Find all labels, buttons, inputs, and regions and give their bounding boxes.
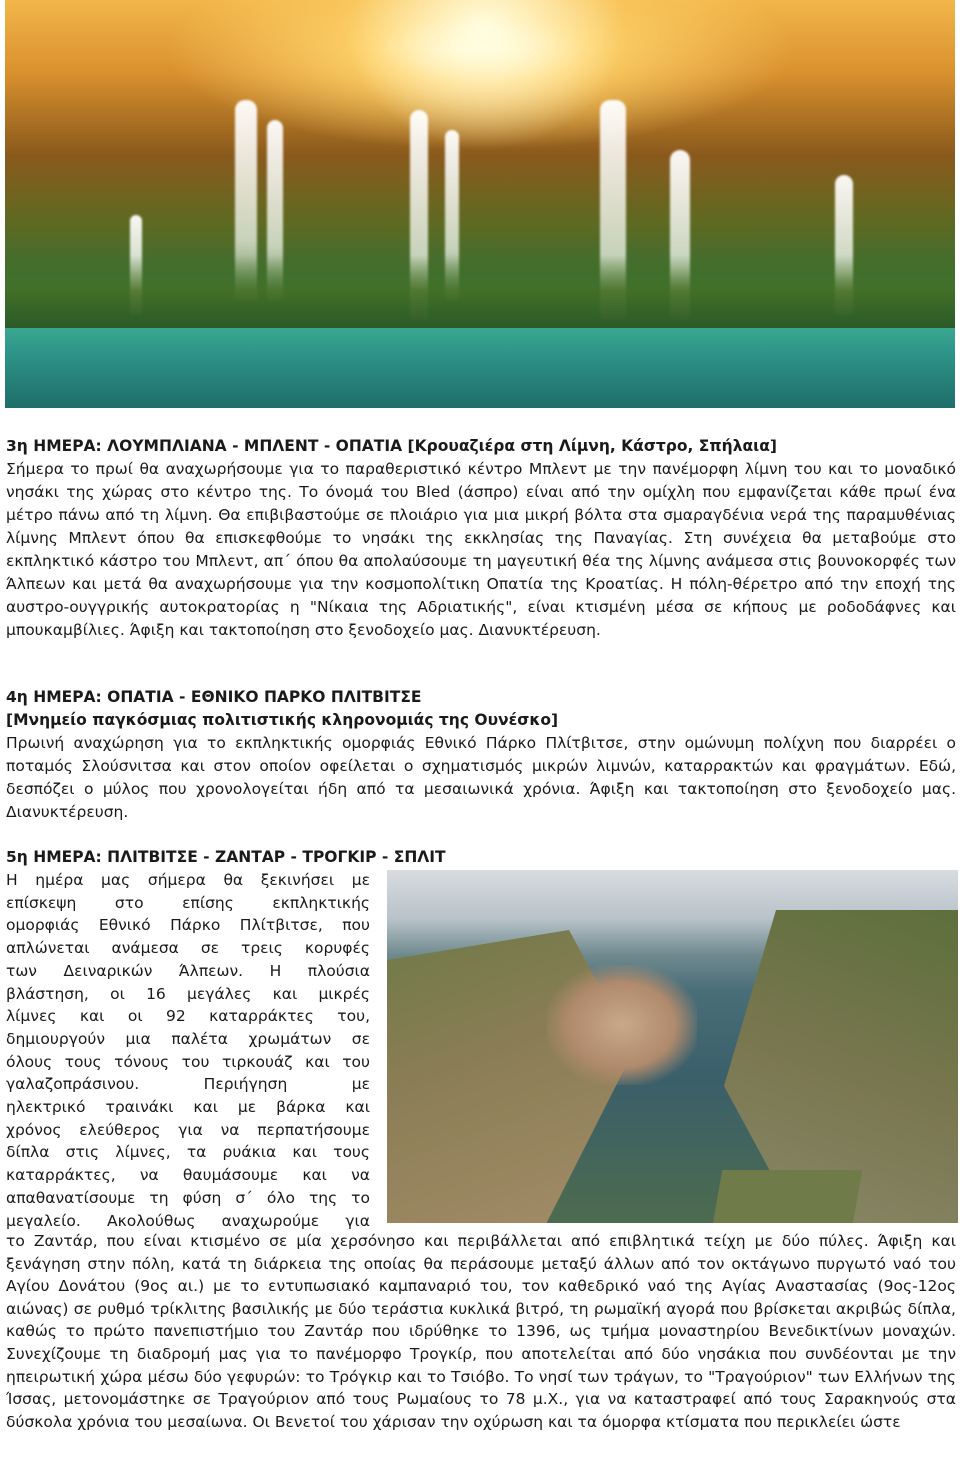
day5-line: βλάστηση, οι 16 μεγάλες και μικρές (6, 984, 370, 1003)
day5-line: ηλεκτρικό τραινάκι και με βάρκα και (6, 1098, 370, 1117)
day4-heading: 4η ΗΜΕΡΑ: ΟΠΑΤΙΑ - ΕΘΝΙΚΟ ΠΑΡΚΟ ΠΛΙΤΒΙΤΣΕ (6, 688, 422, 706)
day3-section (6, 435, 956, 642)
day4-subheading: [Μνημείο παγκόσμιας πολιτιστικής κληρονομιάς της Ουνέσκο] (6, 711, 559, 729)
day4-section (6, 686, 956, 824)
day5-line: ομορφιάς Εθνικό Πάρκο Πλίτβιτσε, που (6, 916, 370, 935)
day5-line: των Δειναρικών Άλπεων. Η πλούσια (6, 961, 370, 980)
trogir-aerial-photo (387, 870, 958, 1223)
day3-text: Σήμερα το πρωί θα αναχωρήσουμε για το παραθεριστικό κέντρο Μπλεντ με την πανέμορφη λίμνη του και το μοναδικό νησάκι της χώρας στο κέντρο της. Το όνομά του Bled (άσπρο) είναι από την ομίχλη που εμφανίζεται κάθε πρωί ένα μέτρο πάνω από τη λίμνη. Θα επιβιβαστούμε σε πλοιάριο για μια μικρή βόλτα στα σμαραγδένια νερά της παραμυθένιας λίμνης Μπλεντ όπου θα επισκεφθούμε το νησάκι της εκκλησίας της Παναγίας. Στη συνέχεια θα μεταβούμε στο εκπληκτικό κάστρο του Μπλεντ, απ΄ όπου θα απολαύσουμε τη μαγευτική θέα της λίμνης ανάμεσα στις βουνοκορφές των Άλπεων και μετά θα αναχωρήσουμε για την κοσμοπολίτικη Οπατία της Κροατίας. Η πόλη-θέρετρο από την εποχή της αυστρο-ουγγρικής αυτοκρατορίας η "Νίκαια της Αδριατικής", είναι κτισμένη μέσα σε κήπους με ροδοδάφνες και μπουκαμβίλιες. Άφιξη και τακτοποίηση στο ξενοδοχείο μας. Διανυκτέρευση. (6, 460, 956, 639)
day5-line: όλους τους τόνους του τιρκουάζ και του (6, 1052, 370, 1071)
day5-line: Η ημέρα μας σήμερα θα ξεκινήσει με (6, 871, 370, 889)
day5-line: γαλαζοπράσινου. Περιήγηση με (6, 1075, 370, 1094)
day5-heading-block (6, 846, 956, 869)
day5-body (6, 1230, 956, 1433)
day5-line: μεγαλείο. Ακολούθως αναχωρούμε για (6, 1211, 370, 1230)
day4-text: Πρωινή αναχώρηση για το εκπληκτικής ομορφιάς Εθνικό Πάρκο Πλίτβιτσε, στην ομώνυμη πολίχνη που διαρρέει ο ποταμός Σλούσνιτσα και στον οποίον οφείλεται ο σχηματισμός μικρών λιμνών, καταρρακτών και φραγμάτων. Εδώ, δεσπόζει ο μύλος που χρονολογείται ήδη από τα μεσαιωνικά χρόνια. Άφιξη και τακτοποίηση στο ξενοδοχείο μας. Διανυκτέρευση. (6, 734, 956, 821)
day5-line: καταρράκτες, να θαυμάσουμε και να (6, 1166, 370, 1185)
lake-water (5, 328, 955, 408)
sun-glow (345, 0, 625, 150)
day5-line: απαθανατίσουμε τη φύση σ΄ όλο της το (6, 1188, 370, 1207)
old-town (547, 965, 697, 1085)
day5-line: απλώνεται ανάμεσα σε τρεις κορυφές (6, 939, 370, 958)
day5-line: λίμνες και οι 92 καταρράκτες του, (6, 1007, 370, 1026)
day5-line: χρόνος ελεύθερος για να περπατήσουμε (6, 1120, 370, 1139)
fortress (712, 1170, 863, 1223)
day5-line: επίσκεψη στο επίσης εκπληκτικής (6, 893, 370, 912)
day5-line: δημιουργούν μια παλέτα χρωμάτων σε (6, 1029, 370, 1048)
plitvice-waterfalls-photo (5, 0, 955, 408)
day5-line: δίπλα στις λίμνες, τα ρυάκια και τους (6, 1143, 370, 1162)
day5-heading: 5η ΗΜΕΡΑ: ΠΛΙΤΒΙΤΣΕ - ΖΑΝΤΑΡ - ΤΡΟΓΚΙΡ - ΣΠΛΙΤ (6, 848, 446, 866)
day5-text: το Ζαντάρ, που είναι κτισμένο σε μία χερσόνησο και περιβάλλεται από επιβλητικά τείχη με δύο πύλες. Άφιξη και ξενάγηση στην πόλη, κατά τη διάρκεια της οποίας θα περάσουμε μεταξύ άλλων από τον οκτάγωνο πυργωτό ναό του Αγίου Δονάτου (9ος αι.) με το εντυπωσιακό καμπαναριό του, τον καθεδρικό ναό της Αγίας Αναστασίας (9ος-12ος αιώνας) σε ρυθμό τρίκλιτης βασιλικής με δύο τεράστια κυκλικά βιτρό, τη ρωμαϊκή αγορά που βρίσκεται ακριβώς δίπλα, καθώς το πρώτο πανεπιστήμιο του Ζαντάρ που ιδρύθηκε το 1396, ως τμήμα μοναστηρίου Βενεδικτίνων μοναχών. Συνεχίζουμε τη διαδρομή μας για το πανέμορφο Τρογκίρ, που αποτελείται από δύο νησάκια που συνδέονται με την ηπειρωτική χώρα μέσω δύο γεφυρών: το Τρόγκιρ και το Τσιόβο. Το νησί των τράγων, το "Τραγούριον" των Ελλήνων της Ίσσας, μετονομάστηκε σε Τραγούριον από τους Ρωμαίους το 78 μ.Χ., για να καταστραφεί από τους Σαρακηνούς στα δύσκολα χρόνια του μεσαίωνα. Οι Βενετοί του χάρισαν την οχύρωση και τα όμορφα κτίσματα που περικλείει ώστε (6, 1232, 956, 1431)
day5-left-column (6, 869, 370, 1232)
foliage (5, 255, 955, 335)
day3-heading: 3η ΗΜΕΡΑ: ΛΟΥΜΠΛΙΑΝΑ - ΜΠΛΕΝΤ - ΟΠΑΤΙΑ [Κρουαζιέρα στη Λίμνη, Κάστρο, Σπήλαια] (6, 437, 777, 455)
